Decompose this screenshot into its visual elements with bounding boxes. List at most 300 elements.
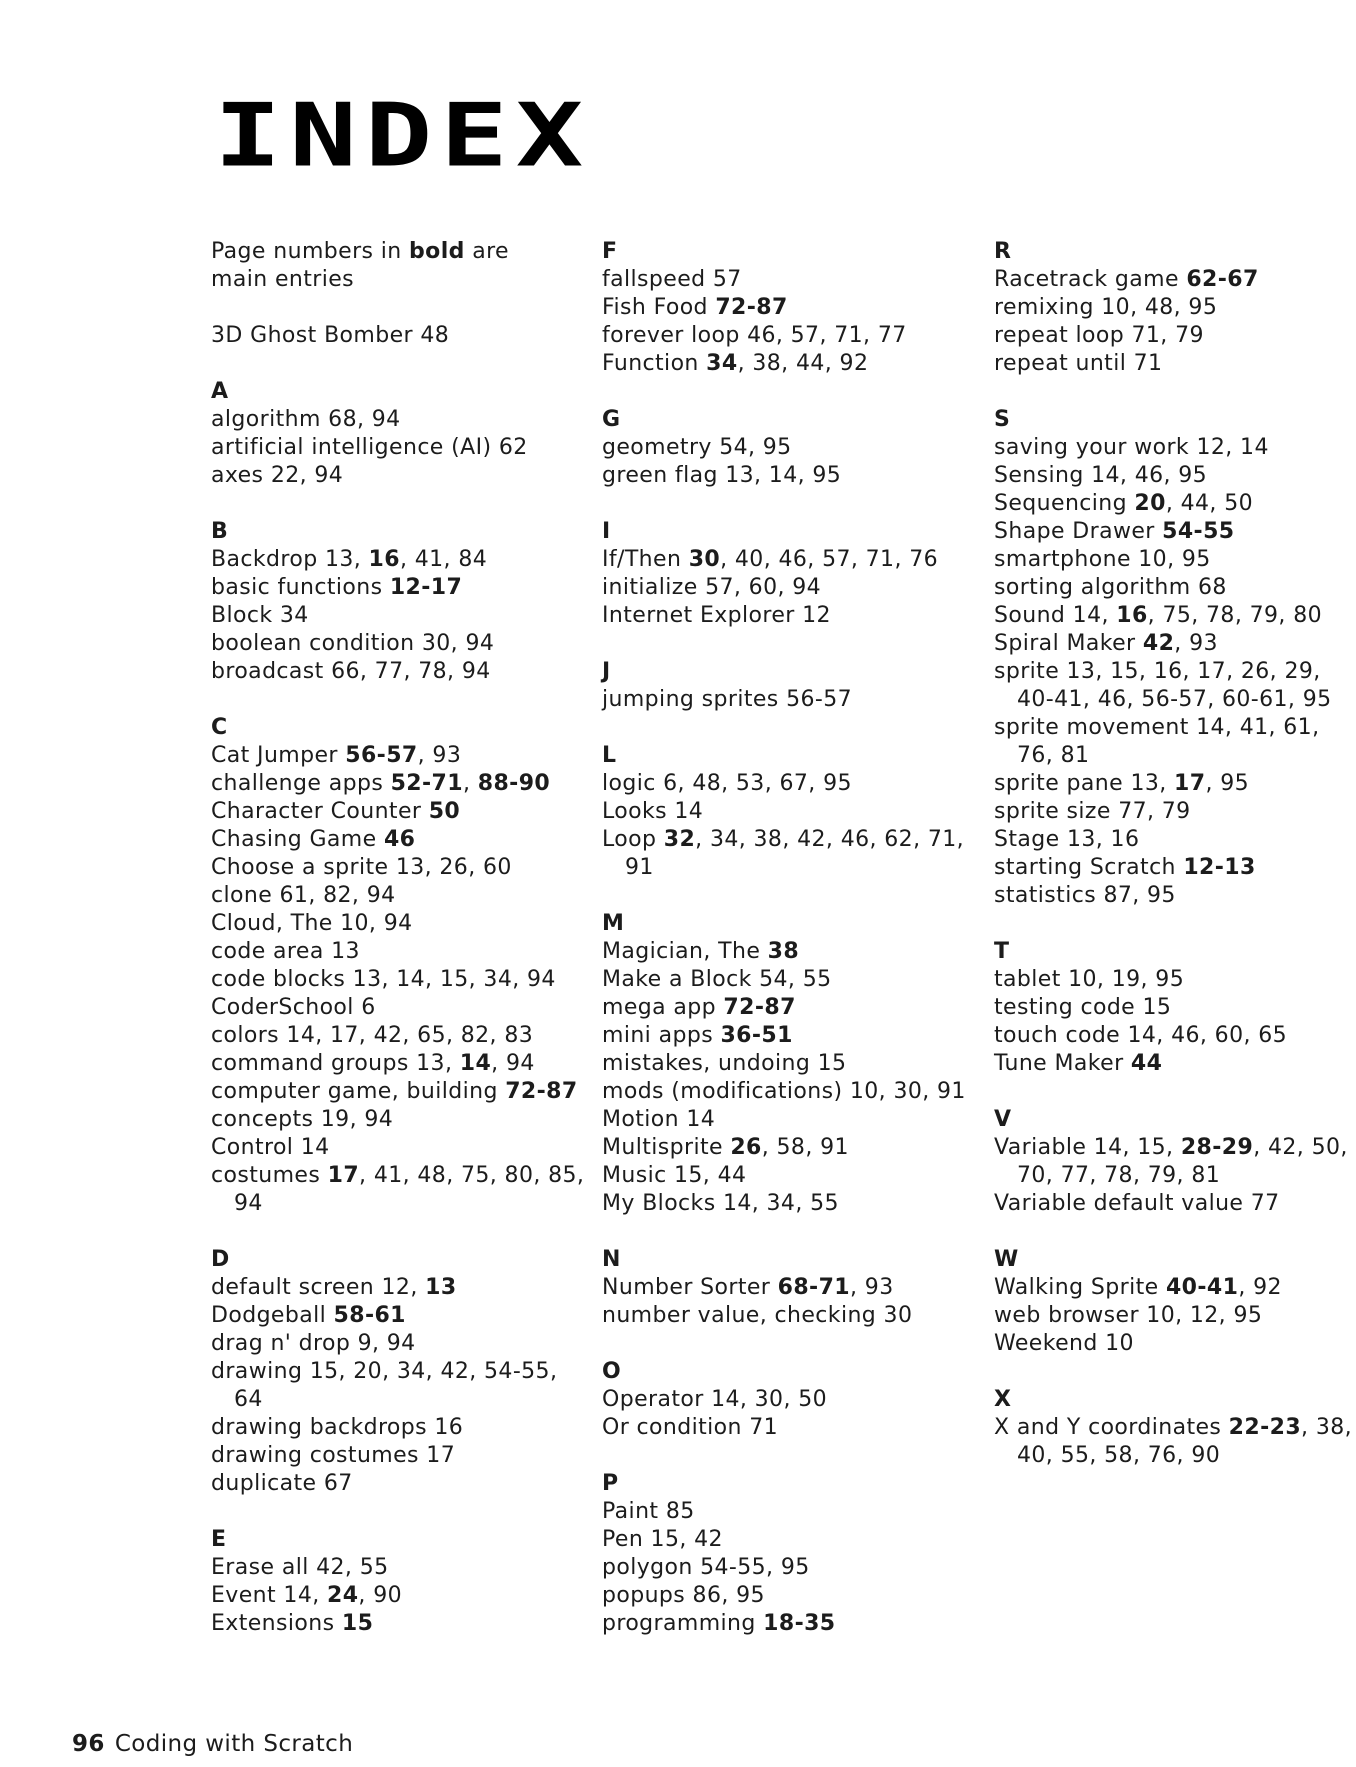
- index-section-s: [994, 406, 1354, 910]
- index-entry: [211, 742, 591, 770]
- main-page-ref: 15: [341, 1611, 374, 1636]
- index-entry: [602, 966, 982, 994]
- entry-text: Function: [602, 351, 707, 376]
- entry-text: green flag 13, 14, 95: [602, 463, 842, 488]
- entry-text: , 93: [850, 1275, 894, 1300]
- index-entry: [211, 1274, 591, 1302]
- main-page-ref: 30: [688, 547, 721, 572]
- index-section-i: [602, 518, 982, 630]
- index-entry: [994, 602, 1354, 630]
- intro-text: are: [464, 239, 509, 264]
- index-entry: [994, 266, 1354, 294]
- entry-text: Sensing 14, 46, 95: [994, 463, 1208, 488]
- index-section-o: [602, 1358, 982, 1442]
- intro-line-2: main entries: [211, 267, 355, 292]
- entry-text: Tune Maker: [994, 1051, 1131, 1076]
- index-entry: [211, 910, 591, 938]
- main-page-ref: 72-87: [723, 995, 796, 1020]
- entry-text: popups 86, 95: [602, 1583, 765, 1608]
- main-page-ref: 26: [730, 1135, 762, 1160]
- index-entry: [602, 546, 982, 574]
- entry-text: programming: [602, 1611, 764, 1636]
- entry-text: Sound 14,: [994, 603, 1117, 628]
- index-entry: [994, 882, 1354, 910]
- index-entry: [994, 490, 1354, 518]
- index-section-g: [602, 406, 982, 490]
- entry-text: mini apps: [602, 1023, 721, 1048]
- index-entry: [211, 854, 591, 882]
- entry-text: duplicate 67: [211, 1471, 353, 1496]
- index-entry: [602, 1526, 982, 1554]
- entry-text: code blocks 13, 14, 15, 34, 94: [211, 967, 556, 992]
- section-letter: E: [211, 1527, 227, 1552]
- index-section-w: [994, 1246, 1354, 1358]
- entry-text: challenge apps: [211, 771, 391, 796]
- entry-text: jumping sprites 56-57: [602, 687, 852, 712]
- entry-text: forever loop 46, 57, 71, 77: [602, 323, 907, 348]
- main-page-ref: 68-71: [777, 1275, 851, 1300]
- entry-text: repeat until 71: [994, 351, 1163, 376]
- entry-text: , 92: [1238, 1275, 1282, 1300]
- entry-text: sprite movement 14, 41, 61, 76, 81: [994, 715, 1320, 768]
- index-section-c: [211, 714, 591, 1218]
- entry-text: costumes: [211, 1163, 328, 1188]
- index-entry: [602, 462, 982, 490]
- main-page-ref: 56-57: [345, 743, 418, 768]
- entry-text: Cat Jumper: [211, 743, 346, 768]
- index-entry: [994, 462, 1354, 490]
- entry-text: logic 6, 48, 53, 67, 95: [602, 771, 852, 796]
- main-page-ref: 44: [1130, 1051, 1163, 1076]
- index-entry: [994, 322, 1354, 350]
- main-page-ref: 22-23: [1228, 1415, 1302, 1440]
- index-entry: [994, 1274, 1354, 1302]
- index-entry: [211, 994, 591, 1022]
- section-letter: B: [211, 519, 229, 544]
- entry-text: , 40, 46, 57, 71, 76: [720, 547, 939, 572]
- entry-text: , 38, 44, 92: [737, 351, 869, 376]
- section-letter: I: [602, 519, 611, 544]
- entry-text: Control 14: [211, 1135, 330, 1160]
- entry-text: ,: [462, 771, 478, 796]
- entry-text: Cloud, The 10, 94: [211, 911, 413, 936]
- main-page-ref: 17: [1174, 771, 1206, 796]
- index-section-b: [211, 518, 591, 686]
- index-entry: [602, 826, 982, 882]
- section-letter: J: [602, 659, 611, 684]
- index-entry: [211, 1610, 591, 1638]
- index-sections: [211, 378, 591, 1638]
- main-page-ref: 32: [663, 827, 696, 852]
- entry-text: , 93: [1174, 631, 1218, 656]
- index-section-j: [602, 658, 982, 714]
- entry-text: drawing costumes 17: [211, 1443, 456, 1468]
- entry-text: smartphone 10, 95: [994, 547, 1211, 572]
- index-section-n: [602, 1246, 982, 1330]
- index-entry: [211, 1106, 591, 1134]
- section-letter: V: [994, 1107, 1012, 1132]
- index-entry: [211, 882, 591, 910]
- intro-text: Page numbers in: [211, 239, 410, 264]
- section-letter: D: [211, 1247, 230, 1272]
- index-entry: [994, 1134, 1354, 1190]
- index-section-e: [211, 1526, 591, 1638]
- entry-text: drag n' drop 9, 94: [211, 1331, 416, 1356]
- index-entry: [211, 630, 591, 658]
- entry-text: Internet Explorer 12: [602, 603, 831, 628]
- section-letter: F: [602, 239, 618, 264]
- main-page-ref: 38: [767, 939, 800, 964]
- index-section-f: [602, 238, 982, 378]
- section-letter: A: [211, 379, 229, 404]
- index-sections: [602, 238, 982, 1638]
- index-entry: [211, 1050, 591, 1078]
- index-entry: [602, 574, 982, 602]
- entry-text: , 93: [417, 743, 462, 768]
- index-entry: [994, 574, 1354, 602]
- main-page-ref: 54-55: [1162, 519, 1235, 544]
- index-section-p: [602, 1470, 982, 1638]
- index-entry: [211, 938, 591, 966]
- index-entry: [602, 798, 982, 826]
- index-sections: [994, 238, 1354, 1470]
- entry-text: Walking Sprite: [994, 1275, 1166, 1300]
- index-entry: [211, 434, 591, 462]
- index-entry: [602, 1162, 982, 1190]
- index-section-v: [994, 1106, 1354, 1218]
- main-page-ref: 50: [428, 799, 461, 824]
- index-entry: [602, 1078, 982, 1106]
- index-entry: [602, 1106, 982, 1134]
- entry-text: Or condition 71: [602, 1415, 779, 1440]
- main-page-ref: 58-61: [333, 1303, 406, 1328]
- entry-text: , 44, 50: [1165, 491, 1253, 516]
- main-page-ref: 24: [327, 1583, 359, 1608]
- index-entry: [602, 994, 982, 1022]
- section-letter: P: [602, 1471, 619, 1496]
- main-page-ref: 72-87: [505, 1079, 578, 1104]
- index-entry: [211, 406, 591, 434]
- index-entry: [602, 1582, 982, 1610]
- entry-text: Event 14,: [211, 1583, 327, 1608]
- index-entry: [602, 1386, 982, 1414]
- index-entry: [211, 1470, 591, 1498]
- main-page-ref: 16: [1116, 603, 1148, 628]
- index-entry: [602, 938, 982, 966]
- index-entry: [211, 574, 591, 602]
- main-page-ref: 12-17: [389, 575, 463, 600]
- index-entry: [602, 602, 982, 630]
- entry-text: Racetrack game: [994, 267, 1187, 292]
- entry-text: sorting algorithm 68: [994, 575, 1227, 600]
- page-number: 96: [72, 1731, 105, 1757]
- entry-text: saving your work 12, 14: [994, 435, 1269, 460]
- main-page-ref: 40-41: [1165, 1275, 1239, 1300]
- entry-text: sprite 13, 15, 16, 17, 26, 29, 40-41, 46, 56-57, 60-61, 95: [994, 659, 1332, 712]
- entry-text: Sequencing: [994, 491, 1135, 516]
- entry-text: X and Y coordinates: [994, 1415, 1229, 1440]
- section-letter: S: [994, 407, 1011, 432]
- index-entry: [602, 350, 982, 378]
- index-entry: [994, 770, 1354, 798]
- index-entry: [211, 1358, 591, 1414]
- index-entry: [602, 294, 982, 322]
- index-section-a: [211, 378, 591, 490]
- index-entry: [211, 1134, 591, 1162]
- index-section-d: [211, 1246, 591, 1498]
- index-entry: [211, 1078, 591, 1106]
- entry-text: , 94: [491, 1051, 535, 1076]
- entry-text: polygon 54-55, 95: [602, 1555, 810, 1580]
- main-page-ref: 18-35: [763, 1611, 836, 1636]
- entry-text: , 41, 84: [399, 547, 488, 572]
- index-entry: [994, 1414, 1354, 1470]
- index-entry: [211, 826, 591, 854]
- entry-text: My Blocks 14, 34, 55: [602, 1191, 839, 1216]
- entry-text: command groups 13,: [211, 1051, 460, 1076]
- index-entry: [994, 1190, 1354, 1218]
- entry-text: statistics 87, 95: [994, 883, 1176, 908]
- index-entry: [602, 1022, 982, 1050]
- index-entry: [211, 966, 591, 994]
- entry-text: Erase all 42, 55: [211, 1555, 389, 1580]
- index-entry: [994, 714, 1354, 770]
- entry-text: Backdrop 13,: [211, 547, 369, 572]
- entry-text: Fish Food: [602, 295, 716, 320]
- page-title: INDEX: [214, 84, 592, 187]
- index-entry: [602, 1190, 982, 1218]
- entry-text: initialize 57, 60, 94: [602, 575, 822, 600]
- main-page-ref: 34: [706, 351, 738, 376]
- index-entry: [602, 1302, 982, 1330]
- index-column-2: [602, 238, 982, 1666]
- main-page-ref: 52-71: [390, 771, 463, 796]
- main-page-ref: 62-67: [1186, 267, 1259, 292]
- index-entry: [602, 770, 982, 798]
- entry-text: , 42, 50, 70, 77, 78, 79, 81: [1017, 1135, 1348, 1188]
- entry-text: Block 34: [211, 603, 309, 628]
- index-entry: [211, 1582, 591, 1610]
- entry-text: Motion 14: [602, 1107, 716, 1132]
- entry-text: Stage 13, 16: [994, 827, 1140, 852]
- index-entry: [994, 658, 1354, 714]
- section-letter: L: [602, 743, 617, 768]
- entry-text: Shape Drawer: [994, 519, 1163, 544]
- index-entry: [994, 434, 1354, 462]
- entry-text: starting Scratch: [994, 855, 1184, 880]
- entry-text: tablet 10, 19, 95: [994, 967, 1185, 992]
- main-page-ref: 42: [1142, 631, 1175, 656]
- entry-text: repeat loop 71, 79: [994, 323, 1204, 348]
- index-entry: [994, 294, 1354, 322]
- index-entry: [602, 1498, 982, 1526]
- entry-text: CoderSchool 6: [211, 995, 376, 1020]
- entry-text: Operator 14, 30, 50: [602, 1387, 828, 1412]
- section-letter: N: [602, 1247, 621, 1272]
- entry-text: mistakes, undoing 15: [602, 1051, 847, 1076]
- entry-text: Choose a sprite 13, 26, 60: [211, 855, 512, 880]
- entry-text: Paint 85: [602, 1499, 695, 1524]
- section-letter: W: [994, 1247, 1019, 1272]
- index-entry: [602, 686, 982, 714]
- index-section-t: [994, 938, 1354, 1078]
- index-entry: [994, 1302, 1354, 1330]
- index-intro-note: [211, 238, 591, 294]
- entry-text: Weekend 10: [994, 1331, 1134, 1356]
- entry-text: computer game, building: [211, 1079, 506, 1104]
- entry-text: , 41, 48, 75, 80, 85, 94: [234, 1163, 585, 1216]
- index-entry: [602, 322, 982, 350]
- entry-text: If/Then: [602, 547, 689, 572]
- main-page-ref: 12-13: [1183, 855, 1256, 880]
- entry-text: drawing 15, 20, 34, 42, 54-55, 64: [211, 1359, 558, 1412]
- entry-text: , 38, 40, 55, 58, 76, 90: [1017, 1415, 1353, 1468]
- entry-text: basic functions: [211, 575, 390, 600]
- index-entry: [211, 1554, 591, 1582]
- index-entry: [994, 1022, 1354, 1050]
- entry-text: mega app: [602, 995, 724, 1020]
- main-page-ref: 16: [368, 547, 400, 572]
- entry-text: sprite pane 13,: [994, 771, 1175, 796]
- index-entry: [994, 1050, 1354, 1078]
- index-section-x: [994, 1386, 1354, 1470]
- entry-text: geometry 54, 95: [602, 435, 792, 460]
- index-entry: [211, 1162, 591, 1218]
- index-entry: [211, 1414, 591, 1442]
- index-entry: [994, 854, 1354, 882]
- entry-text: , 95: [1205, 771, 1250, 796]
- index-section-l: [602, 742, 982, 882]
- main-page-ref: 28-29: [1180, 1135, 1254, 1160]
- index-entry: [211, 770, 591, 798]
- section-letter: O: [602, 1359, 622, 1384]
- main-page-ref: 13: [425, 1275, 457, 1300]
- index-entry: [602, 1610, 982, 1638]
- index-entry-standalone: 3D Ghost Bomber 48: [211, 323, 450, 348]
- entry-text: clone 61, 82, 94: [211, 883, 396, 908]
- index-entry: [211, 546, 591, 574]
- index-entry: [994, 350, 1354, 378]
- entry-text: Music 15, 44: [602, 1163, 747, 1188]
- entry-text: remixing 10, 48, 95: [994, 295, 1218, 320]
- entry-text: mods (modifications) 10, 30, 91: [602, 1079, 966, 1104]
- main-page-ref: 88-90: [477, 771, 551, 796]
- entry-text: Make a Block 54, 55: [602, 967, 832, 992]
- index-entry: [994, 798, 1354, 826]
- intro-bold-word: bold: [409, 239, 465, 264]
- entry-text: concepts 19, 94: [211, 1107, 394, 1132]
- index-entry: [994, 826, 1354, 854]
- index-column-1: [211, 238, 591, 1666]
- index-entry: [994, 546, 1354, 574]
- index-entry: [211, 1330, 591, 1358]
- index-entry: [602, 1274, 982, 1302]
- section-letter: T: [994, 939, 1010, 964]
- section-letter: G: [602, 407, 621, 432]
- index-entry: [602, 1050, 982, 1078]
- index-section-r: [994, 238, 1354, 378]
- entry-text: Extensions: [211, 1611, 342, 1636]
- main-page-ref: 20: [1134, 491, 1166, 516]
- entry-text: , 34, 38, 42, 46, 62, 71, 91: [625, 827, 965, 880]
- entry-text: Pen 15, 42: [602, 1527, 723, 1552]
- main-page-ref: 17: [327, 1163, 360, 1188]
- entry-text: broadcast 66, 77, 78, 94: [211, 659, 491, 684]
- entry-text: Loop: [602, 827, 664, 852]
- index-entry: [211, 1302, 591, 1330]
- entry-text: number value, checking 30: [602, 1303, 913, 1328]
- entry-text: Multisprite: [602, 1135, 731, 1160]
- entry-text: code area 13: [211, 939, 360, 964]
- entry-text: artificial intelligence (AI) 62: [211, 435, 528, 460]
- entry-text: colors 14, 17, 42, 65, 82, 83: [211, 1023, 534, 1048]
- index-entry: [602, 1134, 982, 1162]
- entry-text: web browser 10, 12, 95: [994, 1303, 1263, 1328]
- entry-text: drawing backdrops 16: [211, 1415, 464, 1440]
- entry-text: sprite size 77, 79: [994, 799, 1191, 824]
- main-page-ref: 72-87: [715, 295, 788, 320]
- index-entry: [211, 658, 591, 686]
- index-entry: [994, 1330, 1354, 1358]
- entry-text: Chasing Game: [211, 827, 384, 852]
- entry-text: touch code 14, 46, 60, 65: [994, 1023, 1288, 1048]
- index-entry: [211, 602, 591, 630]
- index-entry: [994, 518, 1354, 546]
- intro-line-1: [211, 238, 591, 266]
- index-entry: [211, 798, 591, 826]
- entry-text: boolean condition 30, 94: [211, 631, 495, 656]
- main-page-ref: 14: [459, 1051, 492, 1076]
- main-page-ref: 36-51: [720, 1023, 793, 1048]
- entry-text: testing code 15: [994, 995, 1172, 1020]
- index-entry: [602, 266, 982, 294]
- entry-text: Looks 14: [602, 799, 704, 824]
- section-letter: M: [602, 911, 625, 936]
- page-footer: [72, 1730, 353, 1758]
- entry-text: Number Sorter: [602, 1275, 778, 1300]
- index-section-m: [602, 910, 982, 1218]
- index-entry: [602, 1414, 982, 1442]
- index-entry: [994, 994, 1354, 1022]
- entry-text: Magician, The: [602, 939, 768, 964]
- section-letter: R: [994, 239, 1012, 264]
- index-entry: [994, 630, 1354, 658]
- index-entry: [994, 966, 1354, 994]
- entry-text: Character Counter: [211, 799, 429, 824]
- section-letter: C: [211, 715, 228, 740]
- entry-text: Spiral Maker: [994, 631, 1143, 656]
- entry-text: , 58, 91: [761, 1135, 849, 1160]
- entry-text: Variable default value 77: [994, 1191, 1280, 1216]
- entry-text: axes 22, 94: [211, 463, 344, 488]
- index-entry: [602, 434, 982, 462]
- index-entry: [602, 1554, 982, 1582]
- book-title: Coding with Scratch: [114, 1731, 354, 1757]
- section-letter: X: [994, 1387, 1012, 1412]
- entry-text: Dodgeball: [211, 1303, 334, 1328]
- entry-text: fallspeed 57: [602, 267, 742, 292]
- entry-text: default screen 12,: [211, 1275, 426, 1300]
- index-entry: [211, 462, 591, 490]
- index-column-3: [994, 238, 1354, 1498]
- entry-text: , 90: [358, 1583, 403, 1608]
- index-entry: [211, 1442, 591, 1470]
- entry-text: algorithm 68, 94: [211, 407, 401, 432]
- entry-text: , 75, 78, 79, 80: [1147, 603, 1322, 628]
- main-page-ref: 46: [383, 827, 416, 852]
- entry-text: Variable 14, 15,: [994, 1135, 1181, 1160]
- index-entry: [211, 1022, 591, 1050]
